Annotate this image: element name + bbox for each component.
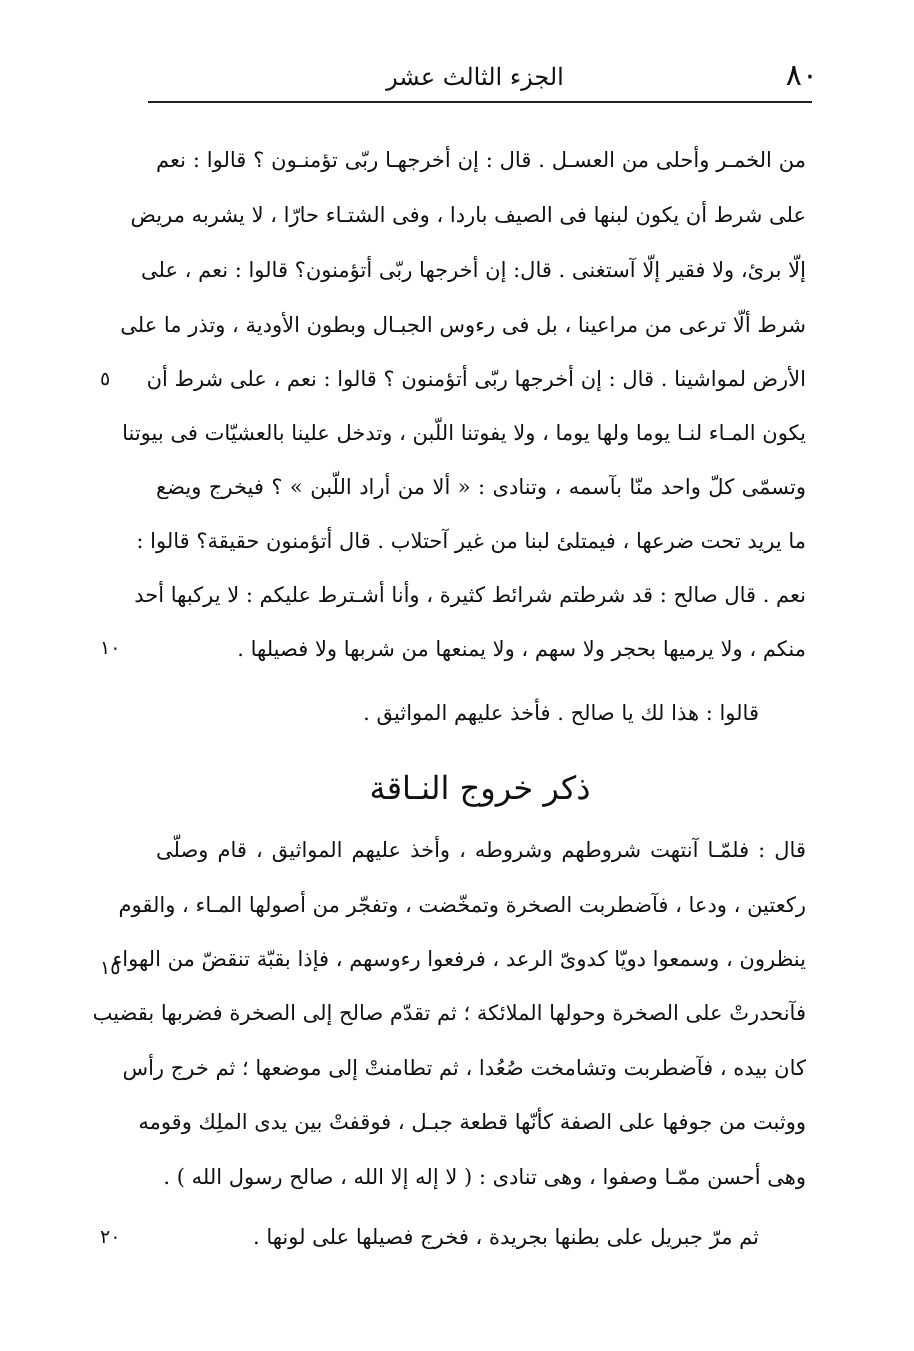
page-number: ٨٠: [785, 58, 818, 93]
text-line: قال : فلمّـا آنتهت شروطهم وشروطه ، وأخذ عليهم المواثيق ، قام وصلّى: [156, 838, 806, 862]
text-line: ركعتين ، ودعا ، فآضطربت الصخرة وتمخّضت ، وتفجّر من أصولها المـاء ، والقوم: [118, 893, 806, 917]
text-line: الأرض لمواشينا . قال : إن أخرجها ربّى أتؤمنون ؟ قالوا : نعم ، على شرط أن: [146, 367, 806, 391]
text-line: إلّا برئ، ولا فقير إلّا آستغنى . قال: إن أخرجها ربّى أتؤمنون؟ قالوا : نعم ، على: [140, 258, 806, 282]
text-line: وهى أحسن ممّـا وصفوا ، وهى تنادى : ( لا إله إلا الله ، صالح رسول الله ) .: [163, 1165, 806, 1189]
running-header-title: الجزء الثالث عشر: [386, 63, 564, 91]
paragraph-2: قالوا : هذا لك يا صالح . فأخذ عليهم المواثيق .: [363, 701, 759, 725]
text-line: على شرط أن يكون لبنها فى الصيف باردا ، وفى الشتـاء حارّا ، لا يشربه مريض: [130, 203, 806, 227]
section-heading: ذكر خروج النـاقة: [369, 769, 591, 807]
text-line: ما يريد تحت ضرعها ، فيمتلئ لبنا من غير آحتلاب . قال أتؤمنون حقيقة؟ قالوا :: [136, 529, 806, 553]
header-rule: [148, 101, 812, 103]
text-line: وتسمّى كلّ واحد منّا بآسمه ، وتنادى : « ألا من أراد اللّبن » ؟ فيخرج ويضع: [156, 475, 806, 499]
text-line: يكون المـاء لنـا يوما ولها يوما ، ولا يفوتنا اللّبن ، وتدخل علينا بالعشيّات فى بيوتنا: [122, 421, 806, 445]
paragraph-4: ثم مرّ جبريل على بطنها بجريدة ، فخرج فصيلها على لونها .: [252, 1225, 759, 1249]
text-line: شرط ألّا ترعى من مراعينا ، بل فى رءوس الجبـال وبطون الأودية ، وتذر ما على: [120, 313, 806, 337]
text-line: ووثبت من جوفها على الصفة كأنّها قطعة جبـل ، فوقفتْ بين يدى الملِك وقومه: [138, 1110, 806, 1134]
line-number-marker: ٢٠: [100, 1226, 121, 1248]
text-line: فآنحدرتْ على الصخرة وحولها الملائكة ؛ ثم تقدّم صالح إلى الصخرة فضربها بقضيب: [92, 1001, 806, 1025]
text-line: ينظرون ، وسمعوا دويّا كدوىّ الرعد ، فرفعوا رءوسهم ، فإذا بقبّة تنقضّ من الهواء: [112, 947, 806, 971]
text-line: من الخمـر وأحلى من العسـل . قال : إن أخرجهـا ربّى تؤمنـون ؟ قالوا : نعم: [156, 148, 806, 172]
text-line: كان بيده ، فآضطربت وتشامخت صُعُدا ، ثم تطامنتْ إلى موضعها ؛ ثم خرج رأس: [122, 1056, 806, 1080]
line-number-marker: ١٥: [100, 957, 121, 979]
text-line: منكم ، ولا يرميها بحجر ولا سهم ، ولا يمنعها من شربها ولا فصيلها .: [237, 637, 806, 661]
line-number-marker: ١٠: [100, 637, 121, 659]
line-number-marker: ٥: [100, 368, 111, 390]
text-line: نعم . قال صالح : قد شرطتم شرائط كثيرة ، وأنا أشـترط عليكم : لا يركبها أحد: [134, 583, 806, 607]
